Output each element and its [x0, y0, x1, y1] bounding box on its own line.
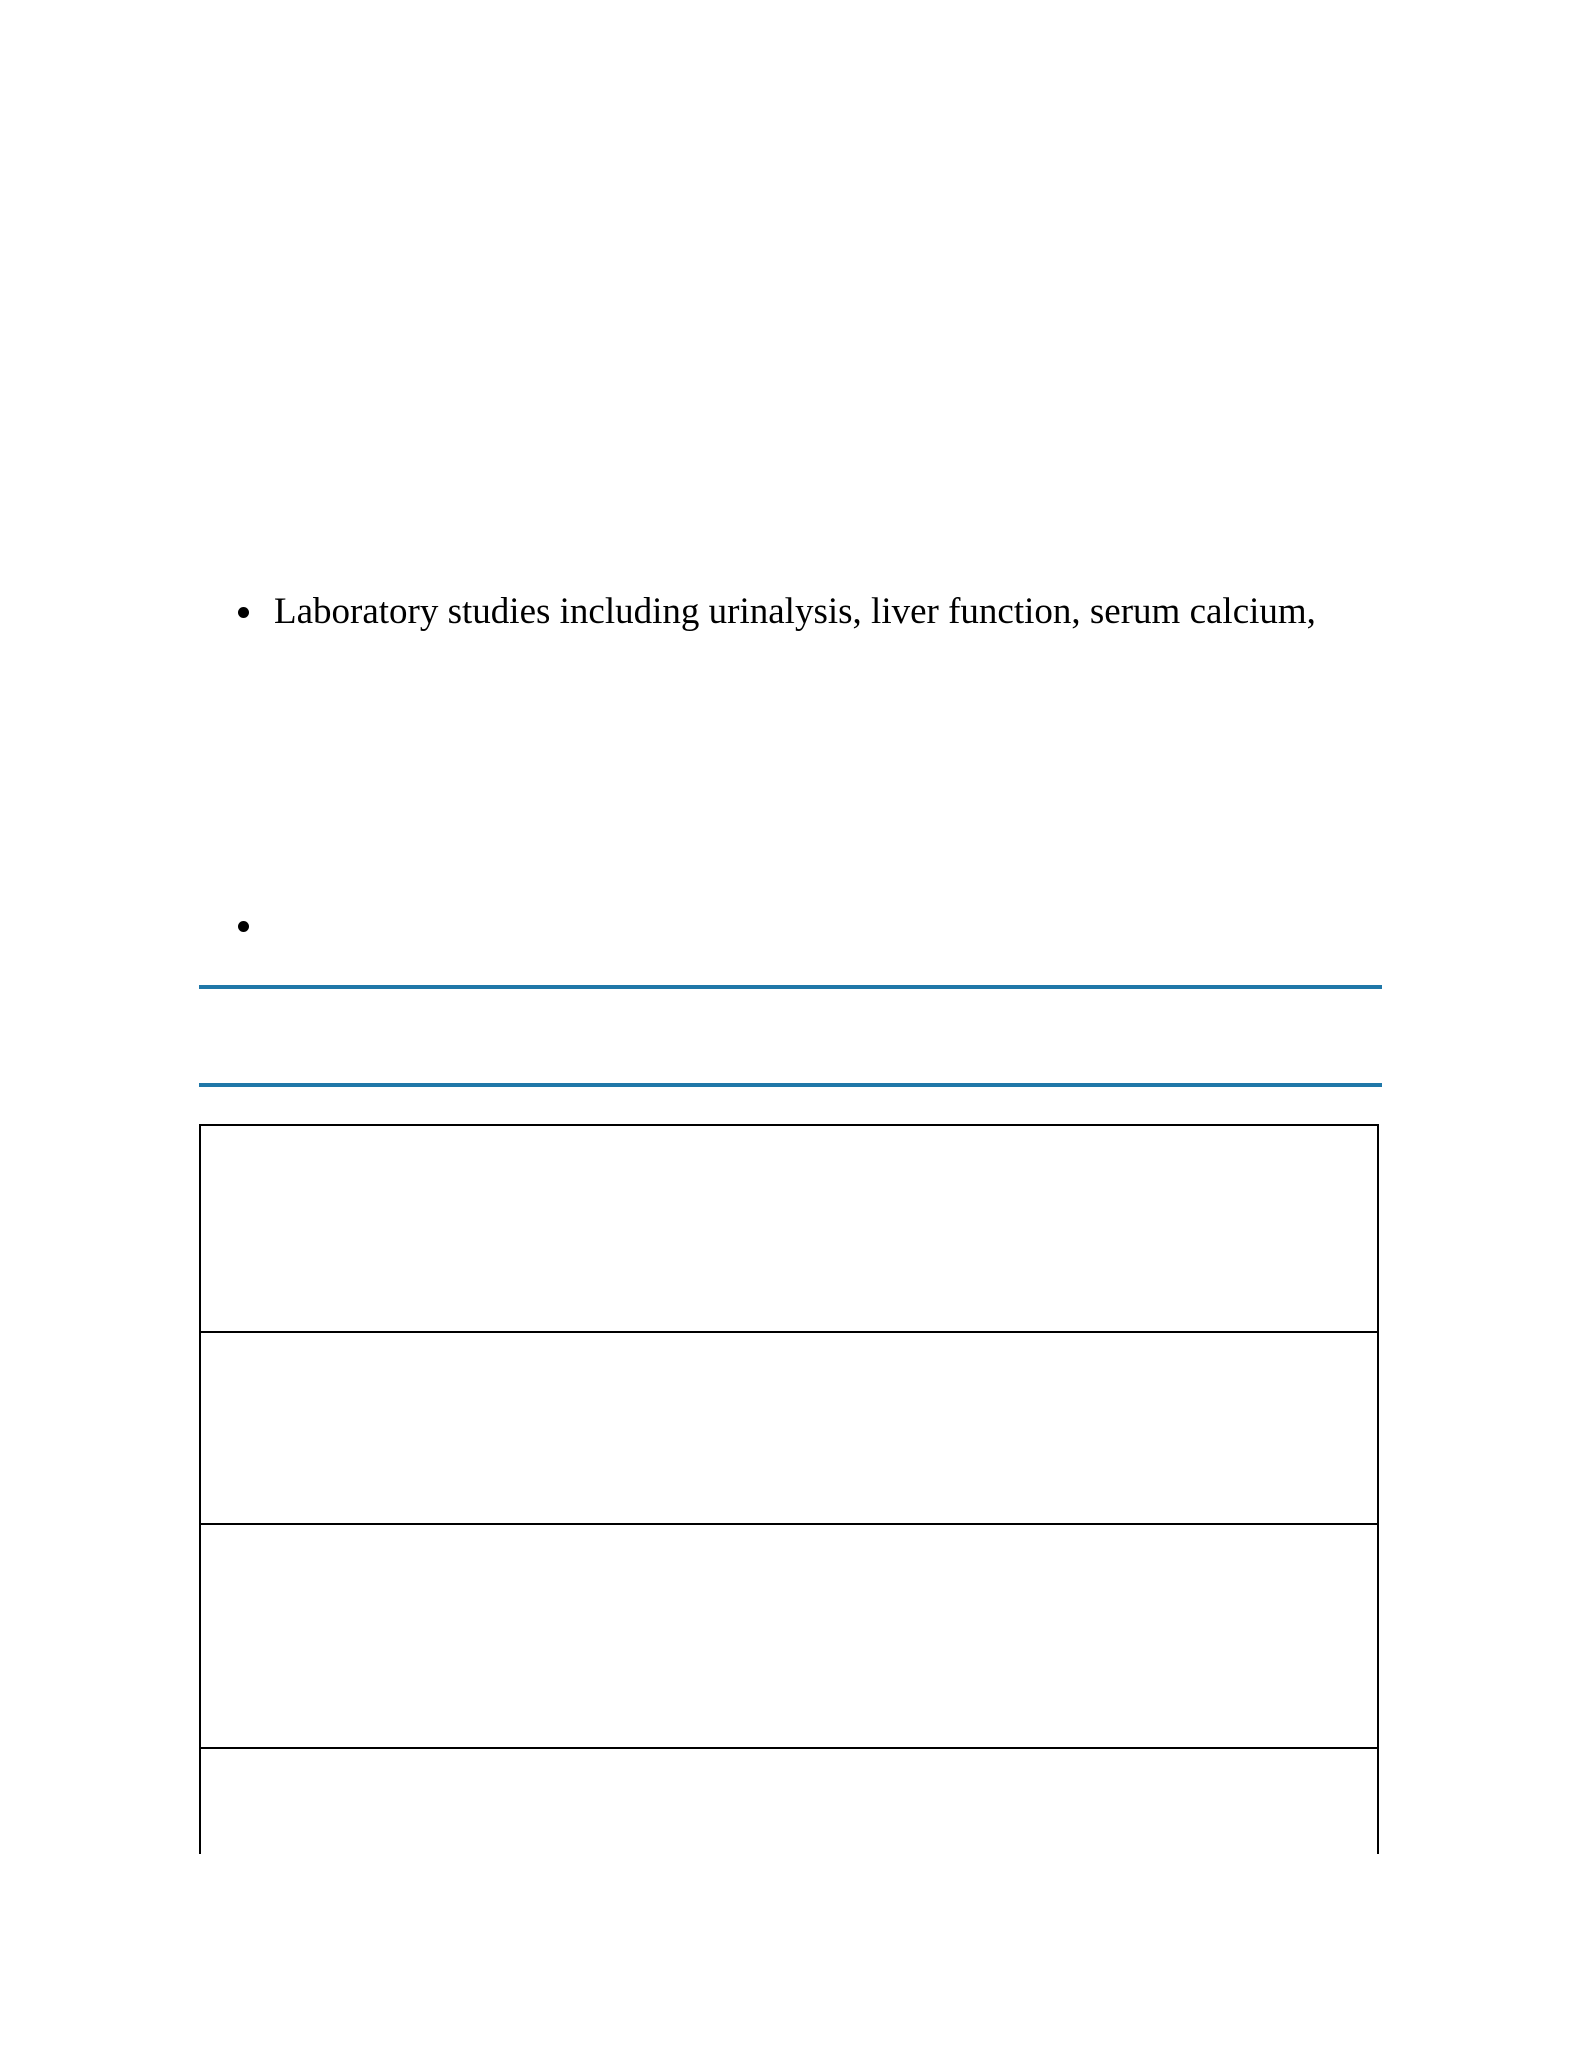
bullet-dot-icon	[238, 921, 249, 932]
table-row	[201, 1525, 1377, 1749]
list-item	[238, 588, 1316, 636]
table-row	[201, 1749, 1377, 1856]
table-row	[201, 1333, 1377, 1525]
table	[199, 1124, 1379, 1854]
table-row	[201, 1126, 1377, 1333]
section-rule-bottom	[199, 1083, 1382, 1087]
list-item	[238, 902, 274, 950]
bullet-dot-icon	[238, 607, 249, 618]
section-rule-top	[199, 985, 1382, 989]
list-item-text: Laboratory studies including urinalysis, liver function, serum calcium,	[274, 591, 1316, 632]
